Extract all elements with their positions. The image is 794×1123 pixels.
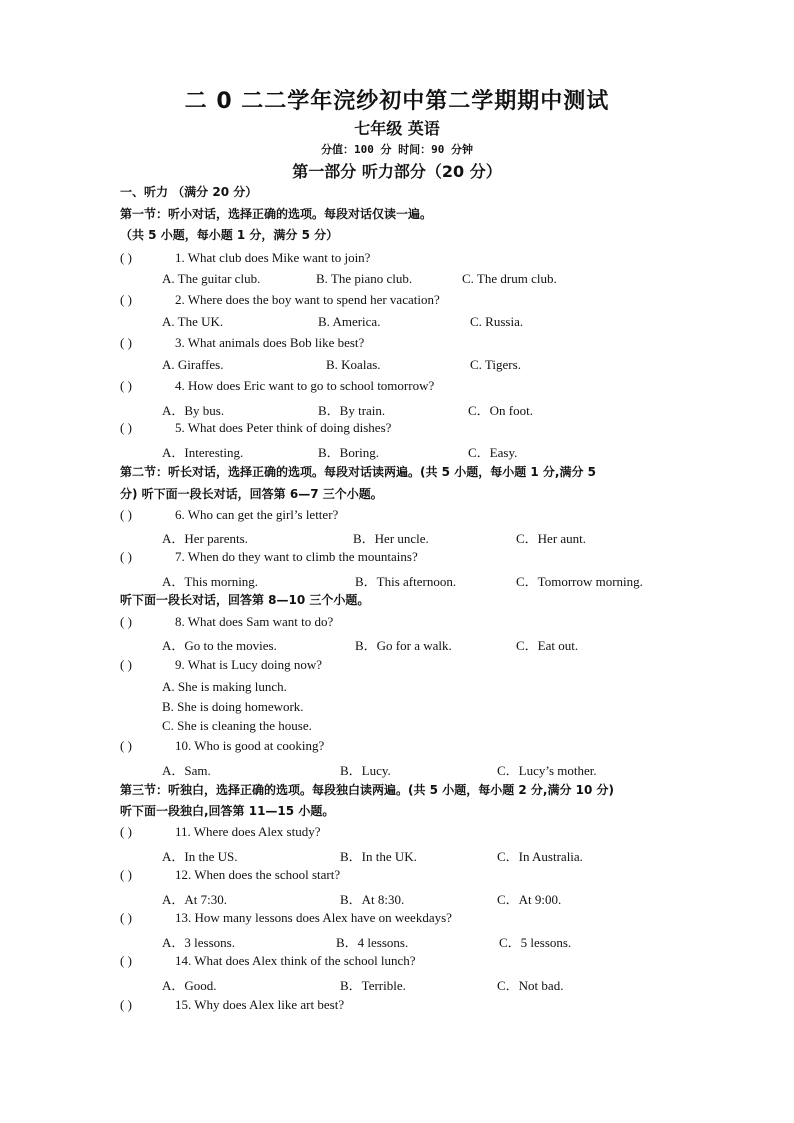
sec2-title: 第二节：听长对话，选择正确的选项。每段对话读两遍。(共 5 小题，每小题 1 分,满分 5 [120,465,596,479]
option-b: B. Koalas. [326,357,381,372]
option-a: A．Sam. [162,763,211,778]
sec2-note: 分) 听下面一段长对话，回答第 6—7 三个小题。 [120,487,383,501]
question-1 [120,250,370,266]
sec2-sub-heading: 听下面一段长对话，回答第 8—10 三个小题。 [120,593,370,607]
option-b: B．Lucy. [340,763,391,778]
question-15 [120,997,344,1013]
option-c: C．Eat out. [516,638,579,653]
question-2 [120,292,440,308]
exam-meta: 分值：100 分 时间：90 分钟 [321,143,473,156]
question-text: 14. What does Alex think of the school lunch? [175,953,416,968]
option-c: C．Her aunt. [516,531,587,546]
answer-blank[interactable]: ( ) [120,614,132,629]
option-c: C. Russia. [470,314,524,329]
option-b: B．4 lessons. [336,935,409,950]
question-text: 4. How does Eric want to go to school tomorrow? [175,378,435,393]
sec1-note: （共 5 小题，每小题 1 分，满分 5 分） [120,228,339,242]
question-text: 12. When does the school start? [175,867,341,882]
question-11 [120,824,321,840]
question-14 [120,953,416,969]
question-9 [120,657,322,673]
option-c: C. Tigers. [470,357,521,372]
option-c: C．At 9:00. [497,892,562,907]
answer-blank[interactable]: ( ) [120,378,132,393]
option-a: A．Good. [162,978,217,993]
option-b: B. America. [318,314,381,329]
question-6 [120,507,338,523]
question-text: 7. When do they want to climb the mountains? [175,549,418,564]
answer-blank[interactable]: ( ) [120,738,132,753]
question-5 [120,420,391,436]
option-a: A．This morning. [162,574,259,589]
option-c: C．Not bad. [497,978,564,993]
question-text: 13. How many lessons does Alex have on weekdays? [175,910,452,925]
question-3 [120,335,364,351]
option-a: A．At 7:30. [162,892,228,907]
answer-blank[interactable]: ( ) [120,953,132,968]
question-text: 5. What does Peter think of doing dishes? [175,420,392,435]
exam-title: 二 0 二二学年浣纱初中第二学期期中测试 [184,89,610,114]
question-7 [120,549,418,565]
option-a: A. The guitar club. [162,271,261,286]
question-text: 9. What is Lucy doing now? [175,657,323,672]
option-c: C．5 lessons. [499,935,572,950]
option-a: A．3 lessons. [162,935,235,950]
option-a: A．By bus. [162,403,225,418]
option-b: B．Boring. [318,445,380,460]
answer-blank[interactable]: ( ) [120,292,132,307]
option-a: A．Her parents. [162,531,248,546]
answer-blank[interactable]: ( ) [120,507,132,522]
question-text: 1. What club does Mike want to join? [175,250,371,265]
option-a: A. Giraffes. [162,357,224,372]
answer-blank[interactable]: ( ) [120,997,132,1012]
answer-blank[interactable]: ( ) [120,420,132,435]
sec3-title: 第三节：听独白，选择正确的选项。每段独白读两遍。(共 5 小题，每小题 2 分,满分 10 分) [120,783,614,797]
question-text: 8. What does Sam want to do? [175,614,334,629]
option-b: B. The piano club. [316,271,413,286]
section-heading: 一、听力 （满分 20 分） [120,185,258,199]
sec3-note: 听下面一段独白,回答第 11—15 小题。 [120,804,335,818]
question-text: 2. Where does the boy want to spend her vacation? [175,292,440,307]
answer-blank[interactable]: ( ) [120,657,132,672]
answer-blank[interactable]: ( ) [120,867,132,882]
option-c: C．Lucy’s mother. [497,763,597,778]
question-text: 10. Who is good at cooking? [175,738,325,753]
option-b: B. She is doing homework. [162,699,304,714]
question-text: 3. What animals does Bob like best? [175,335,365,350]
answer-blank[interactable]: ( ) [120,335,132,350]
option-a: A. The UK. [162,314,224,329]
option-c: C. The drum club. [462,271,557,286]
answer-blank[interactable]: ( ) [120,250,132,265]
option-c: C．Easy. [468,445,518,460]
sec1-title: 第一节：听小对话，选择正确的选项。每段对话仅读一遍。 [120,207,433,221]
option-b: B．In the UK. [340,849,417,864]
question-text: 11. Where does Alex study? [175,824,321,839]
option-b: B．At 8:30. [340,892,405,907]
answer-blank[interactable]: ( ) [120,910,132,925]
question-12 [120,867,340,883]
exam-subtitle: 七年级 英语 [354,119,440,138]
question-text: 15. Why does Alex like art best? [175,997,345,1012]
option-c: C．On foot. [468,403,534,418]
option-b: B．Her uncle. [353,531,429,546]
question-8 [120,614,333,630]
option-b: B．Go for a walk. [355,638,452,653]
option-a: A．In the US. [162,849,238,864]
option-a: A．Go to the movies. [162,638,277,653]
part-heading: 第一部分 听力部分（20 分） [292,162,502,181]
question-4 [120,378,434,394]
option-c: C．In Australia. [497,849,583,864]
option-b: B．This afternoon. [355,574,457,589]
option-a: A．Interesting. [162,445,244,460]
question-10 [120,738,324,754]
question-text: 6. Who can get the girl’s letter? [175,507,339,522]
answer-blank[interactable]: ( ) [120,549,132,564]
option-b: B．By train. [318,403,386,418]
question-13 [120,910,452,926]
option-c: C．Tomorrow morning. [516,574,643,589]
option-c: C. She is cleaning the house. [162,718,312,733]
answer-blank[interactable]: ( ) [120,824,132,839]
option-a: A. She is making lunch. [162,679,287,694]
option-b: B．Terrible. [340,978,406,993]
